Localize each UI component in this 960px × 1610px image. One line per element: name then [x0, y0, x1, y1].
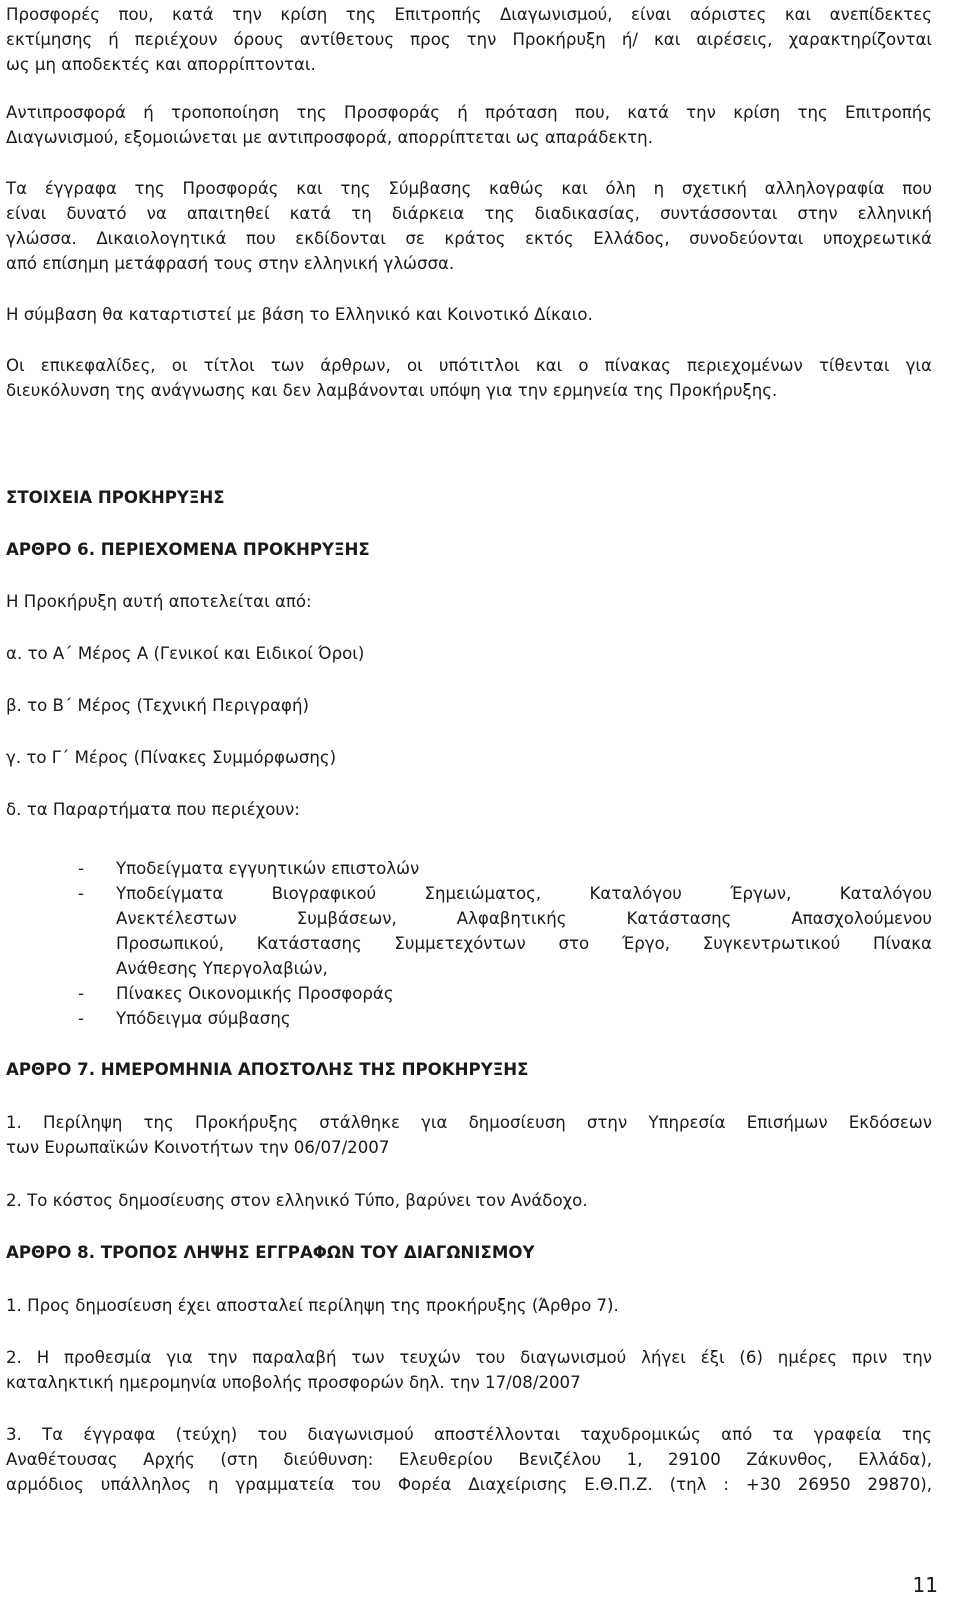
article-8-paragraph-1: 1. Προς δημοσίευση έχει αποσταλεί περίληψη της προκήρυξης (Άρθρο 7). — [6, 1296, 619, 1315]
dash-bullet: - — [78, 984, 84, 1003]
article-6-intro: Η Προκήρυξη αυτή αποτελείται από: — [6, 592, 312, 611]
text-line: Αναθέτουσας Αρχής (στη διεύθυνση: Ελευθερίου Βενιζέλου 1, 29100 Ζάκυνθος, Ελλάδα), — [6, 1450, 932, 1469]
sub-list-text: Υπόδειγμα σύμβασης — [116, 1009, 291, 1028]
text-line: Υποδείγματα Βιογραφικού Σημειώματος, Καταλόγου Έργων, Καταλόγου — [116, 884, 932, 903]
list-item: α. το Α΄ Μέρος Α (Γενικοί και Ειδικοί Όροι) — [6, 644, 365, 663]
paragraph-headings — [6, 353, 932, 403]
sub-list-text: Πίνακες Οικονομικής Προσφοράς — [116, 984, 394, 1003]
text-line: εκτίμησης ή περιέχουν όρους αντίθετους προς την Προκήρυξη ή/ και αιρέσεις, χαρακτηρίζονται — [6, 30, 932, 49]
text-line: γλώσσα. Δικαιολογητικά που εκδίδονται σε κράτος εκτός Ελλάδος, συνοδεύονται υποχρεωτικά — [6, 229, 932, 248]
text-line: Ανεκτέλεστων Συμβάσεων, Αλφαβητικής Κατάστασης Απασχολούμενου — [116, 909, 932, 928]
sub-list-text: Υποδείγματα εγγυητικών επιστολών — [116, 859, 420, 878]
text-line: 3. Τα έγγραφα (τεύχη) του διαγωνισμού αποστέλλονται ταχυδρομικώς από τα γραφεία της — [6, 1425, 932, 1444]
article-7-heading: ΑΡΘΡΟ 7. ΗΜΕΡΟΜΗΝΙΑ ΑΠΟΣΤΟΛΗΣ ΤΗΣ ΠΡΟΚΗΡΥΞΗΣ — [6, 1060, 529, 1079]
page-number: 11 — [912, 1573, 938, 1597]
paragraph-counter-offer — [6, 100, 932, 150]
text-line: ως μη αποδεκτές και απορρίπτονται. — [6, 55, 316, 74]
paragraph-rejected-offers — [6, 2, 932, 77]
list-item: δ. τα Παραρτήματα που περιέχουν: — [6, 800, 300, 819]
section-heading: ΣΤΟΙΧΕΙΑ ΠΡΟΚΗΡΥΞΗΣ — [6, 488, 225, 507]
article-7-paragraph-2: 2. Το κόστος δημοσίευσης στον ελληνικό Τύπο, βαρύνει τον Ανάδοχο. — [6, 1191, 588, 1210]
text-line: 1. Περίληψη της Προκήρυξης στάλθηκε για δημοσίευση στην Υπηρεσία Επισήμων Εκδόσεων — [6, 1113, 932, 1132]
dash-bullet: - — [78, 1009, 84, 1028]
text-line: Οι επικεφαλίδες, οι τίτλοι των άρθρων, οι υπότιτλοι και ο πίνακας περιεχομένων τίθενται για — [6, 356, 932, 375]
list-item: γ. το Γ΄ Μέρος (Πίνακες Συμμόρφωσης) — [6, 748, 337, 767]
text-line: καταληκτική ημερομηνία υποβολής προσφορών δηλ. την 17/08/2007 — [6, 1373, 581, 1392]
text-line: διευκόλυνση της ανάγνωσης και δεν λαμβάνονται υπόψη για την ερμηνεία της Προκήρυξης. — [6, 381, 778, 400]
text-line: Αντιπροσφορά ή τροποποίηση της Προσφοράς ή πρόταση που, κατά την κρίση της Επιτροπής — [6, 103, 932, 122]
article-8-paragraph-3 — [6, 1422, 932, 1497]
text-line: Ανάθεσης Υπεργολαβιών, — [116, 959, 328, 978]
text-line: αρμόδιος υπάλληλος η γραμματεία του Φορέα Διαχείρισης Ε.Θ.Π.Ζ. (τηλ : +30 26950 29870), — [6, 1475, 932, 1494]
article-8-paragraph-2 — [6, 1345, 932, 1395]
paragraph-language — [6, 176, 932, 276]
text-line: είναι δυνατό να απαιτηθεί κατά τη διάρκεια της διαδικασίας, συντάσσονται στην ελληνική — [6, 204, 932, 223]
text-line: Τα έγγραφα της Προσφοράς και της Σύμβασης καθώς και όλη η σχετική αλληλογραφία που — [6, 179, 932, 198]
sub-list-text — [116, 881, 932, 981]
dash-bullet: - — [78, 859, 84, 878]
article-6-heading: ΑΡΘΡΟ 6. ΠΕΡΙΕΧΟΜΕΝΑ ΠΡΟΚΗΡΥΞΗΣ — [6, 540, 370, 559]
text-line: Η σύμβαση θα καταρτιστεί με βάση το Ελληνικό και Κοινοτικό Δίκαιο. — [6, 305, 593, 324]
sub-list-item — [6, 881, 932, 981]
text-line: Προσφορές που, κατά την κρίση της Επιτροπής Διαγωνισμού, είναι αόριστες και ανεπίδεκτες — [6, 5, 932, 24]
text-line: των Ευρωπαϊκών Κοινοτήτων την 06/07/2007 — [6, 1138, 390, 1157]
text-line: Διαγωνισμού, εξομοιώνεται με αντιπροσφορά, απορρίπτεται ως απαράδεκτη. — [6, 128, 653, 147]
dash-bullet: - — [78, 884, 84, 903]
list-item: β. το Β΄ Μέρος (Τεχνική Περιγραφή) — [6, 696, 309, 715]
text-line: Προσωπικού, Κατάστασης Συμμετεχόντων στο Έργο, Συγκεντρωτικού Πίνακα — [116, 934, 932, 953]
article-7-paragraph-1 — [6, 1110, 932, 1160]
article-8-heading: ΑΡΘΡΟ 8. ΤΡΟΠΟΣ ΛΗΨΗΣ ΕΓΓΡΑΦΩΝ ΤΟΥ ΔΙΑΓΩΝΙΣΜΟΥ — [6, 1243, 535, 1262]
text-line: 2. Η προθεσμία για την παραλαβή των τευχών του διαγωνισμού λήγει έξι (6) ημέρες πριν την — [6, 1348, 932, 1367]
paragraph-law — [6, 302, 932, 327]
text-line: από επίσημη μετάφρασή τους στην ελληνική γλώσσα. — [6, 254, 455, 273]
